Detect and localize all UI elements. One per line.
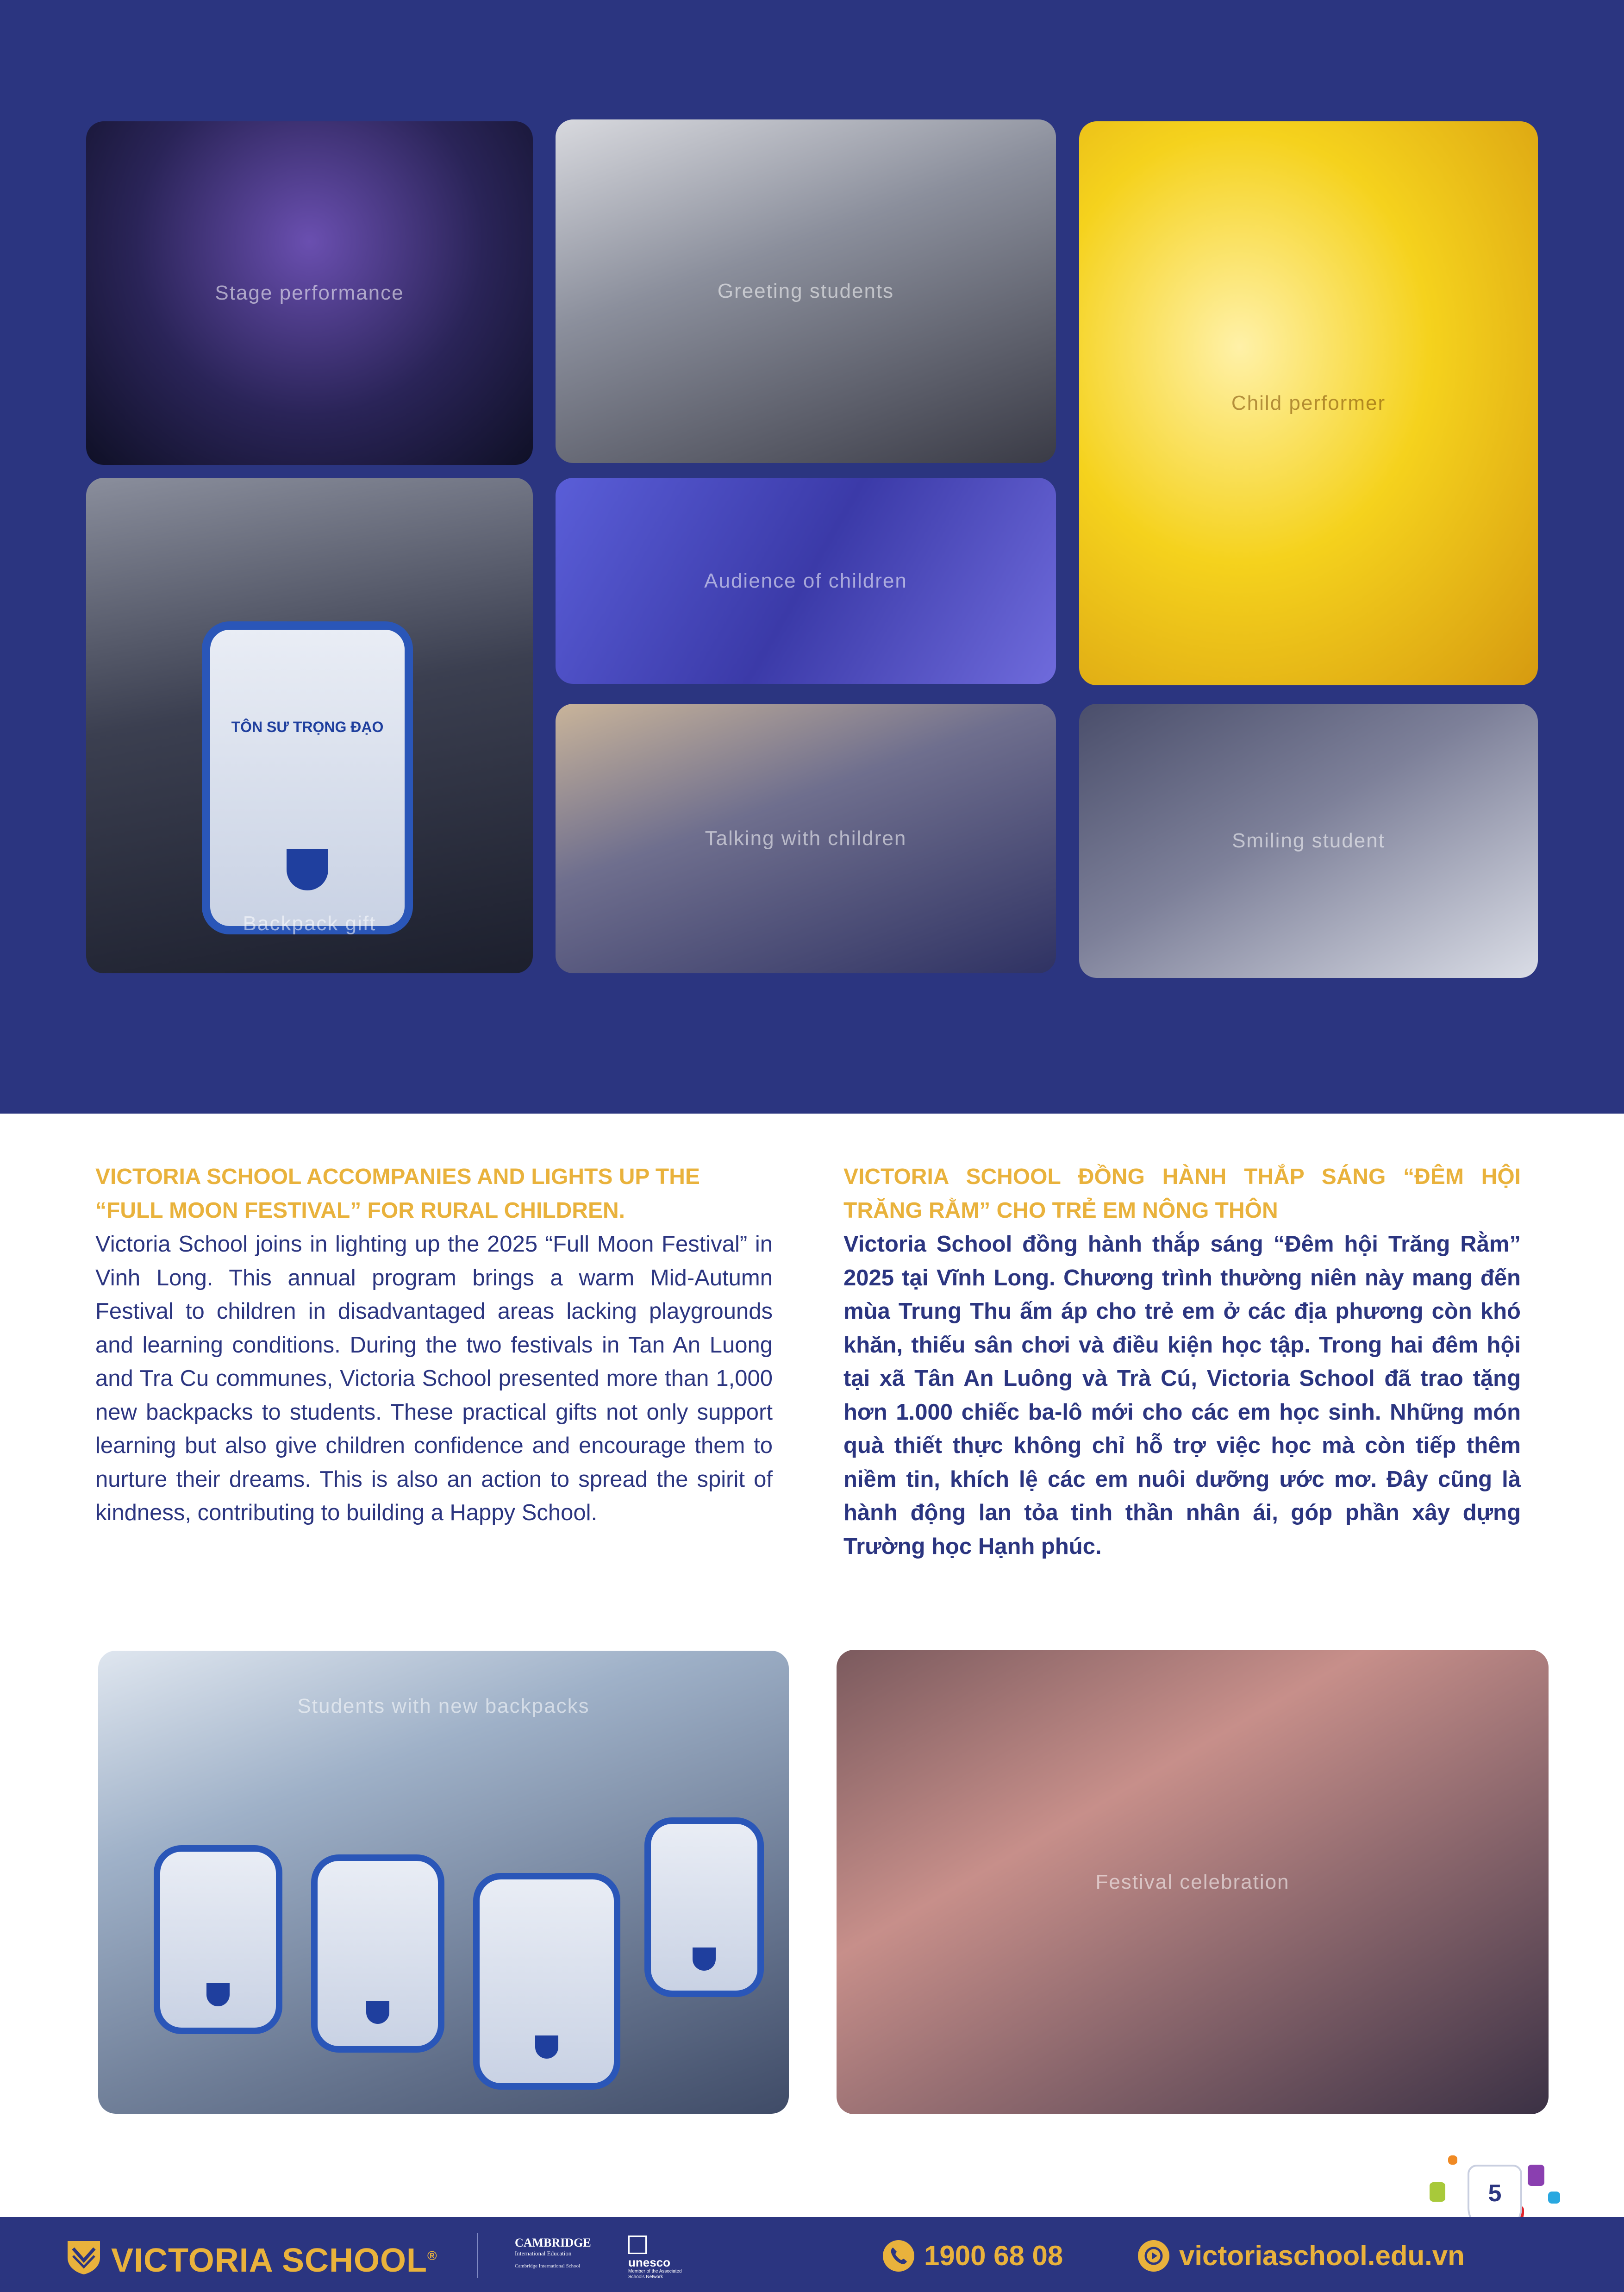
photo-stage-performance bbox=[86, 121, 533, 465]
unesco-logo bbox=[628, 2236, 684, 2280]
photo-students-backpacks bbox=[98, 1651, 789, 2114]
photo-caption: Greeting students bbox=[717, 280, 894, 302]
cambridge-title: CAMBRIDGE bbox=[515, 2236, 591, 2249]
photo-caption: Students with new backpacks bbox=[297, 1695, 590, 1717]
photo-caption: Smiling student bbox=[1232, 829, 1385, 852]
photo-festival-celebration bbox=[837, 1650, 1549, 2114]
photo-caption: Stage performance bbox=[215, 282, 404, 304]
decor-dot-icon bbox=[1528, 2165, 1544, 2186]
backpack-graphic bbox=[311, 1854, 444, 2053]
globe-icon bbox=[1138, 2240, 1169, 2272]
footer-brand bbox=[111, 2235, 437, 2281]
decor-dot-icon bbox=[1448, 2155, 1457, 2165]
backpack-logo-icon bbox=[287, 849, 328, 890]
footer-brand-mark: ® bbox=[427, 2248, 437, 2263]
photo-caption: Festival celebration bbox=[1095, 1870, 1290, 1893]
backpack-logo-icon bbox=[366, 2001, 389, 2024]
page-number: 5 bbox=[1488, 2180, 1502, 2207]
photo-smiling-student bbox=[1079, 704, 1538, 978]
unesco-title: unesco bbox=[628, 2255, 671, 2269]
backpack-slogan: TÔN SƯ TRỌNG ĐẠO bbox=[231, 719, 384, 735]
english-heading: VICTORIA SCHOOL ACCOMPANIES AND LIGHTS UP THE “FULL MOON FESTIVAL” FOR RURAL CHILDREN. bbox=[95, 1165, 700, 1223]
photo-talking-children bbox=[556, 704, 1056, 973]
backpack-logo-icon bbox=[206, 1983, 230, 2006]
cambridge-footnote: Cambridge International School bbox=[515, 2263, 581, 2269]
english-column bbox=[95, 1160, 773, 1530]
vietnamese-column bbox=[843, 1160, 1521, 1563]
photo-caption: Backpack gift bbox=[243, 912, 376, 935]
unesco-temple-icon bbox=[628, 2236, 647, 2254]
backpack-graphic bbox=[644, 1817, 764, 1997]
footer-brand-name: VICTORIA SCHOOL bbox=[111, 2242, 428, 2279]
english-body: Victoria School joins in lighting up the 2025 “Full Moon Festival” in Vinh Long. This annual program brings a warm Mid-Autumn Festival to children in disadvantaged areas lacking playgrounds and learning conditions. During the two festivals in Tan An Luong and Tra Cu communes, Victoria School presented more than 1,000 new backpacks to students. These practical gifts not only support learning but also give children confidence and encourage them to nurture their dreams. This is also an action to spread the spirit of kindness, contributing to building a Happy School. bbox=[95, 1232, 773, 1525]
photo-caption: Child performer bbox=[1231, 392, 1386, 414]
backpack-graphic bbox=[473, 1873, 620, 2090]
backpack-logo-icon bbox=[535, 2035, 558, 2059]
photo-caption: Talking with children bbox=[705, 827, 907, 850]
phone-icon bbox=[883, 2240, 914, 2272]
footer-divider bbox=[477, 2233, 478, 2278]
vietnamese-body: Victoria School đồng hành thắp sáng “Đêm hội Trăng Rằm” 2025 tại Vĩnh Long. Chương trình thường niên này mang đến mùa Trung Thu ấm áp cho trẻ em ở các địa phương còn khó khăn, thiếu sân chơi và điều kiện học tập. Trong hai đêm hội tại xã Tân An Luông và Trà Cú, Victoria School đã trao tặng hơn 1.000 chiếc ba-lô mới cho các em học sinh. Những món quà thiết thực không chỉ hỗ trợ việc học mà còn tiếp thêm niềm tin, khích lệ các em nuôi dưỡng ước mơ. Đây cũng là hành động lan tỏa tinh thần nhân ái, góp phần xây dựng Trường học Hạnh phúc. bbox=[843, 1232, 1521, 1559]
backpack-graphic bbox=[202, 621, 413, 934]
victoria-shield-icon bbox=[65, 2237, 103, 2275]
vietnamese-heading: VICTORIA SCHOOL ĐỒNG HÀNH THẮP SÁNG “ĐÊM HỘI TRĂNG RẰM” CHO TRẺ EM NÔNG THÔN bbox=[843, 1165, 1521, 1223]
photo-greeting-students bbox=[556, 119, 1056, 463]
cambridge-subtitle: International Education bbox=[515, 2250, 572, 2257]
decor-dot-icon bbox=[1548, 2192, 1560, 2204]
cambridge-logo bbox=[515, 2236, 598, 2269]
photo-caption: Audience of children bbox=[704, 569, 907, 592]
decor-dot-icon bbox=[1430, 2182, 1445, 2202]
unesco-subtitle: Member of the Associated Schools Network bbox=[628, 2269, 682, 2279]
backpack-logo-icon bbox=[693, 1948, 716, 1971]
footer-website-link[interactable]: victoriaschool.edu.vn bbox=[1179, 2240, 1465, 2271]
backpack-graphic bbox=[154, 1845, 282, 2034]
photo-backpack-gift bbox=[86, 478, 533, 973]
photo-child-performer bbox=[1079, 121, 1538, 685]
footer-phone[interactable]: 1900 68 08 bbox=[924, 2240, 1063, 2271]
photo-audience-children bbox=[556, 478, 1056, 684]
